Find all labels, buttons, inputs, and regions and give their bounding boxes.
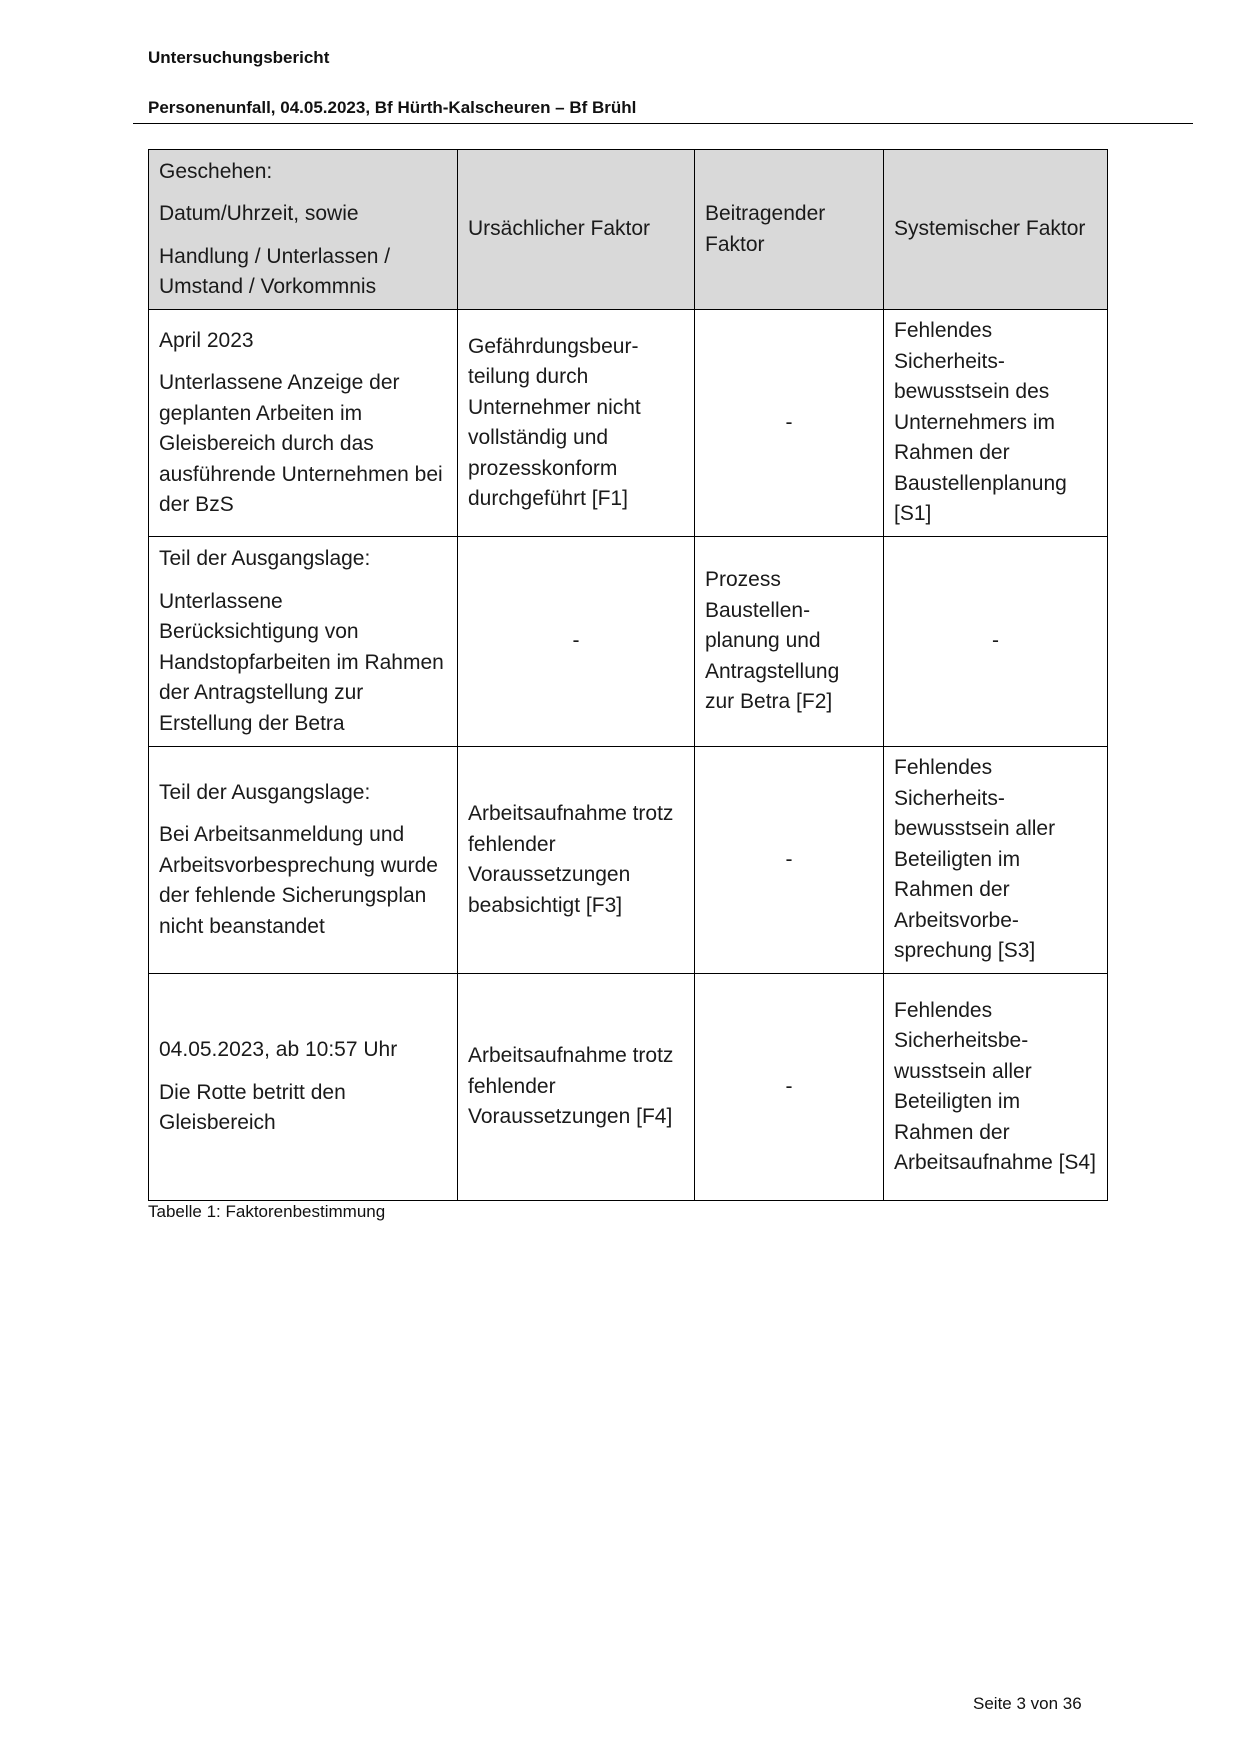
header-contributing xyxy=(695,150,884,310)
table-row xyxy=(149,974,1108,1201)
contributing-cell: Prozess Baustellen-planung und Antragstellung zur Betra [F2] xyxy=(695,537,884,747)
causal-cell: - xyxy=(458,537,695,747)
event-title: Teil der Ausgangslage: xyxy=(159,547,371,570)
event-text: Die Rotte betritt den Gleisbereich xyxy=(159,1080,346,1135)
header-systemic-label: Systemischer Faktor xyxy=(894,217,1086,241)
header-contributing-label: Beitragender Faktor xyxy=(705,202,826,256)
event-text: Bei Arbeitsanmeldung und Arbeitsvorbesprechung wurde der fehlende Sicherungsplan nicht beanstandet xyxy=(159,823,438,938)
contributing-cell: - xyxy=(695,747,884,974)
event-title: 04.05.2023, ab 10:57 Uhr xyxy=(159,1038,398,1062)
header-causal xyxy=(458,150,695,310)
contributing-cell: - xyxy=(695,974,884,1201)
causal-cell: Arbeitsaufnahme trotz fehlender Voraussetzungen [F4] xyxy=(458,974,695,1201)
event-title: April 2023 xyxy=(159,328,254,352)
header-event-line-2: Datum/Uhrzeit, sowie xyxy=(159,202,359,225)
header-event xyxy=(149,150,458,310)
header-systemic xyxy=(884,150,1108,310)
event-text: Unterlassene Berücksichtigung von Handstopfarbeiten im Rahmen der Antragstellung zur Erstellung der Betra xyxy=(159,589,444,735)
document-subtitle: Personenunfall, 04.05.2023, Bf Hürth-Kalscheuren – Bf Brühl xyxy=(148,98,637,117)
systemic-cell: Fehlendes Sicherheits-bewusstsein des Unternehmers im Rahmen der Baustellenplanung [S1] xyxy=(884,310,1108,537)
page-number: Seite 3 von 36 xyxy=(973,1694,1082,1713)
table-row xyxy=(149,747,1108,974)
causal-cell: Arbeitsaufnahme trotz fehlender Voraussetzungen beabsichtigt [F3] xyxy=(458,747,695,974)
contributing-cell: - xyxy=(695,310,884,537)
header-causal-label: Ursächlicher Faktor xyxy=(468,217,651,241)
table-header-row xyxy=(149,150,1108,310)
systemic-cell: Fehlendes Sicherheits-bewusstsein aller Beteiligten im Rahmen der Arbeitsvorbe-sprechung [S3] xyxy=(884,747,1108,974)
causal-cell: Gefährdungsbeur-teilung durch Unternehmer nicht vollständig und prozesskonform durchgeführt [F1] xyxy=(458,310,695,537)
event-title: Teil der Ausgangslage: xyxy=(159,780,371,804)
factor-table xyxy=(148,149,1108,1201)
event-cell xyxy=(149,310,458,537)
table-row xyxy=(149,537,1108,747)
table-caption: Tabelle 1: Faktorenbestimmung xyxy=(148,1202,386,1221)
event-cell xyxy=(149,747,458,974)
systemic-cell: Fehlendes Sicherheitsbe-wusstsein aller Beteiligten im Rahmen der Arbeitsaufnahme [S4] xyxy=(884,974,1108,1201)
event-text: Unterlassene Anzeige der geplanten Arbeiten im Gleisbereich durch das ausführende Unternehmen bei der BzS xyxy=(159,371,443,516)
event-cell xyxy=(149,537,458,747)
systemic-cell: - xyxy=(884,537,1108,747)
document-title: Untersuchungsbericht xyxy=(148,48,330,67)
table-row xyxy=(149,310,1108,537)
event-cell xyxy=(149,974,458,1201)
header-event-line-1: Geschehen: xyxy=(159,159,273,183)
header-event-line-3: Handlung / Unterlassen / Umstand / Vorkommnis xyxy=(159,244,391,298)
header-divider xyxy=(133,123,1193,124)
